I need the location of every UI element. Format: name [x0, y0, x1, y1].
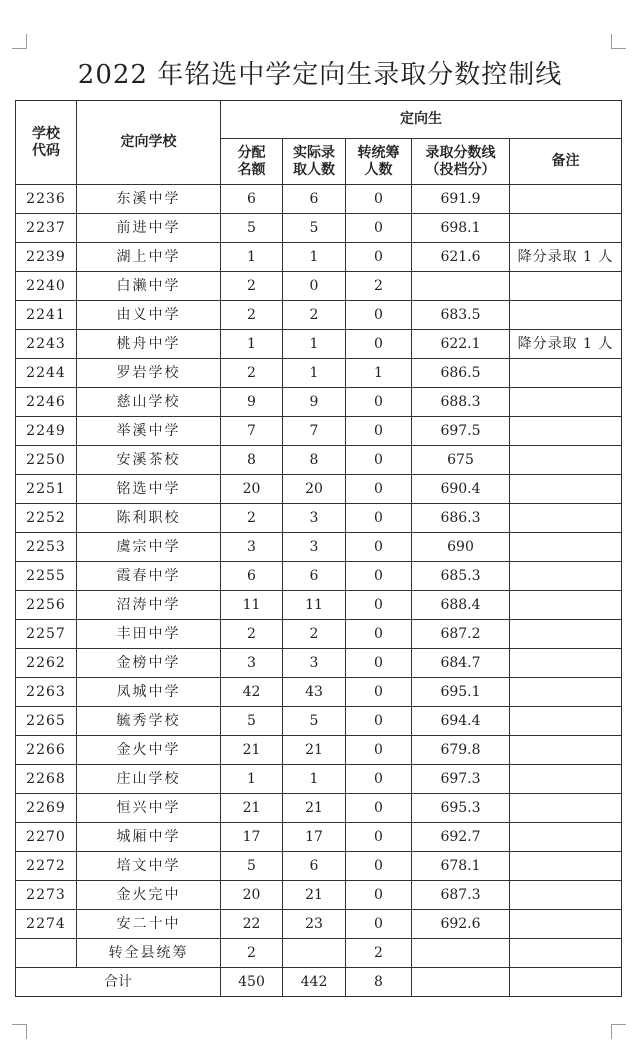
quota-cell: 2 — [221, 359, 283, 388]
table-row — [16, 852, 622, 881]
quota-cell: 1 — [221, 330, 283, 359]
header-transferred: 转统筹人数 — [346, 139, 412, 185]
table-row — [16, 185, 622, 214]
quota-cell: 3 — [221, 533, 283, 562]
transferred-cell: 0 — [346, 533, 412, 562]
code-cell: 2269 — [16, 794, 77, 823]
table-row — [16, 910, 622, 939]
table-row — [16, 243, 622, 272]
quota-cell: 17 — [221, 823, 283, 852]
code-cell: 2249 — [16, 417, 77, 446]
table-row — [16, 939, 622, 968]
transferred-cell: 0 — [346, 388, 412, 417]
note-cell — [510, 736, 622, 765]
school-cell: 慈山学校 — [77, 388, 221, 417]
note-cell — [510, 272, 622, 301]
transferred-cell: 0 — [346, 736, 412, 765]
transferred-cell: 0 — [346, 707, 412, 736]
table-row — [16, 533, 622, 562]
table-row — [16, 736, 622, 765]
score-cell: 675 — [412, 446, 510, 475]
code-cell: 2257 — [16, 620, 77, 649]
table-row — [16, 417, 622, 446]
table-row — [16, 678, 622, 707]
actual-cell: 3 — [283, 649, 346, 678]
table-row — [16, 707, 622, 736]
school-cell: 安二十中 — [77, 910, 221, 939]
header-school-code: 学校代码 — [16, 101, 77, 185]
code-cell: 2240 — [16, 272, 77, 301]
actual-cell: 1 — [283, 330, 346, 359]
score-cell: 690 — [412, 533, 510, 562]
note-cell — [510, 504, 622, 533]
school-cell: 庄山学校 — [77, 765, 221, 794]
transferred-cell: 2 — [346, 272, 412, 301]
quota-cell: 2 — [221, 939, 283, 968]
transferred-cell: 0 — [346, 620, 412, 649]
table-total-row — [16, 968, 622, 997]
transferred-cell: 0 — [346, 446, 412, 475]
transferred-cell: 0 — [346, 649, 412, 678]
table-row — [16, 794, 622, 823]
school-cell: 虞宗中学 — [77, 533, 221, 562]
score-cell: 678.1 — [412, 852, 510, 881]
note-cell — [510, 591, 622, 620]
code-cell: 2252 — [16, 504, 77, 533]
score-cell: 690.4 — [412, 475, 510, 504]
total-quota: 450 — [221, 968, 283, 997]
score-cell: 694.4 — [412, 707, 510, 736]
school-cell: 前进中学 — [77, 214, 221, 243]
score-cell: 698.1 — [412, 214, 510, 243]
note-cell — [510, 881, 622, 910]
code-cell: 2243 — [16, 330, 77, 359]
actual-cell: 0 — [283, 272, 346, 301]
quota-cell: 20 — [221, 881, 283, 910]
school-cell: 金火完中 — [77, 881, 221, 910]
actual-cell: 9 — [283, 388, 346, 417]
score-cell: 684.7 — [412, 649, 510, 678]
header-note: 备注 — [510, 139, 622, 185]
score-cell: 692.7 — [412, 823, 510, 852]
quota-cell: 2 — [221, 620, 283, 649]
school-cell: 培文中学 — [77, 852, 221, 881]
code-cell: 2256 — [16, 591, 77, 620]
score-cell: 621.6 — [412, 243, 510, 272]
school-cell: 金榜中学 — [77, 649, 221, 678]
score-cell: 692.6 — [412, 910, 510, 939]
quota-cell: 9 — [221, 388, 283, 417]
school-cell: 城厢中学 — [77, 823, 221, 852]
score-cell: 697.5 — [412, 417, 510, 446]
code-cell: 2253 — [16, 533, 77, 562]
school-cell: 湖上中学 — [77, 243, 221, 272]
transferred-cell: 1 — [346, 359, 412, 388]
table-row — [16, 591, 622, 620]
total-note-empty — [510, 968, 622, 997]
school-cell: 安溪茶校 — [77, 446, 221, 475]
table-row — [16, 620, 622, 649]
actual-cell: 1 — [283, 359, 346, 388]
quota-cell: 2 — [221, 301, 283, 330]
code-cell: 2274 — [16, 910, 77, 939]
crop-mark-bottom-left — [12, 1024, 27, 1039]
quota-cell: 8 — [221, 446, 283, 475]
note-cell — [510, 417, 622, 446]
code-cell: 2266 — [16, 736, 77, 765]
transferred-cell: 0 — [346, 417, 412, 446]
transferred-cell: 0 — [346, 823, 412, 852]
note-cell — [510, 910, 622, 939]
quota-cell: 6 — [221, 185, 283, 214]
table-row — [16, 446, 622, 475]
note-cell — [510, 185, 622, 214]
table-row — [16, 823, 622, 852]
table-row — [16, 272, 622, 301]
code-cell: 2244 — [16, 359, 77, 388]
actual-cell: 21 — [283, 736, 346, 765]
transferred-cell: 0 — [346, 475, 412, 504]
score-cell: 695.3 — [412, 794, 510, 823]
code-cell: 2236 — [16, 185, 77, 214]
quota-cell: 5 — [221, 852, 283, 881]
table-row — [16, 881, 622, 910]
actual-cell: 6 — [283, 562, 346, 591]
total-label: 合计 — [16, 968, 221, 997]
actual-cell: 6 — [283, 852, 346, 881]
code-cell: 2262 — [16, 649, 77, 678]
code-cell: 2251 — [16, 475, 77, 504]
crop-mark-top-left — [12, 34, 27, 49]
actual-cell: 23 — [283, 910, 346, 939]
school-cell: 丰田中学 — [77, 620, 221, 649]
transferred-cell: 0 — [346, 591, 412, 620]
actual-cell: 43 — [283, 678, 346, 707]
score-cell: 691.9 — [412, 185, 510, 214]
quota-cell: 1 — [221, 243, 283, 272]
transferred-cell: 2 — [346, 939, 412, 968]
transferred-cell: 0 — [346, 881, 412, 910]
code-cell: 2237 — [16, 214, 77, 243]
quota-cell: 22 — [221, 910, 283, 939]
school-cell: 转全县统筹 — [77, 939, 221, 968]
note-cell: 降分录取 1 人 — [510, 330, 622, 359]
quota-cell: 3 — [221, 649, 283, 678]
quota-cell: 21 — [221, 736, 283, 765]
school-cell: 凤城中学 — [77, 678, 221, 707]
quota-cell: 21 — [221, 794, 283, 823]
actual-cell: 5 — [283, 214, 346, 243]
note-cell — [510, 359, 622, 388]
code-cell: 2265 — [16, 707, 77, 736]
transferred-cell: 0 — [346, 562, 412, 591]
score-cell: 695.1 — [412, 678, 510, 707]
actual-cell: 1 — [283, 243, 346, 272]
score-cell: 686.3 — [412, 504, 510, 533]
school-cell: 霞春中学 — [77, 562, 221, 591]
table-row — [16, 765, 622, 794]
crop-mark-top-right — [611, 34, 626, 49]
actual-cell: 17 — [283, 823, 346, 852]
transferred-cell: 0 — [346, 185, 412, 214]
note-cell: 降分录取 1 人 — [510, 243, 622, 272]
code-cell: 2246 — [16, 388, 77, 417]
table-row — [16, 301, 622, 330]
transferred-cell: 0 — [346, 243, 412, 272]
score-cell: 685.3 — [412, 562, 510, 591]
score-cell: 697.3 — [412, 765, 510, 794]
quota-cell: 2 — [221, 272, 283, 301]
score-cell — [412, 939, 510, 968]
transferred-cell: 0 — [346, 678, 412, 707]
note-cell — [510, 678, 622, 707]
actual-cell: 3 — [283, 504, 346, 533]
table-row — [16, 214, 622, 243]
quota-cell: 11 — [221, 591, 283, 620]
note-cell — [510, 562, 622, 591]
actual-cell: 11 — [283, 591, 346, 620]
school-cell: 桃舟中学 — [77, 330, 221, 359]
actual-cell: 2 — [283, 301, 346, 330]
total-score-empty — [412, 968, 510, 997]
note-cell — [510, 939, 622, 968]
code-cell: 2272 — [16, 852, 77, 881]
code-cell: 2268 — [16, 765, 77, 794]
code-cell: 2270 — [16, 823, 77, 852]
school-cell: 东溪中学 — [77, 185, 221, 214]
total-transferred: 8 — [346, 968, 412, 997]
transferred-cell: 0 — [346, 301, 412, 330]
note-cell — [510, 475, 622, 504]
note-cell — [510, 707, 622, 736]
transferred-cell: 0 — [346, 504, 412, 533]
note-cell — [510, 446, 622, 475]
table-row — [16, 330, 622, 359]
transferred-cell: 0 — [346, 330, 412, 359]
table-row — [16, 562, 622, 591]
table-row — [16, 504, 622, 533]
score-cell: 688.3 — [412, 388, 510, 417]
note-cell — [510, 388, 622, 417]
header-actual: 实际录取人数 — [283, 139, 346, 185]
table-row — [16, 388, 622, 417]
transferred-cell: 0 — [346, 765, 412, 794]
school-cell: 毓秀学校 — [77, 707, 221, 736]
document-title: 2022 年铭选中学定向生录取分数控制线 — [77, 60, 563, 90]
table-row — [16, 649, 622, 678]
quota-cell: 5 — [221, 214, 283, 243]
quota-cell: 2 — [221, 504, 283, 533]
header-school: 定向学校 — [77, 101, 221, 185]
note-cell — [510, 765, 622, 794]
code-cell — [16, 939, 77, 968]
note-cell — [510, 823, 622, 852]
score-cell: 687.2 — [412, 620, 510, 649]
note-cell — [510, 214, 622, 243]
school-cell: 铭选中学 — [77, 475, 221, 504]
note-cell — [510, 794, 622, 823]
admission-score-table — [15, 100, 622, 997]
header-score: 录取分数线（投档分） — [412, 139, 510, 185]
quota-cell: 1 — [221, 765, 283, 794]
table-body — [16, 185, 622, 997]
crop-mark-bottom-right — [611, 1024, 626, 1039]
actual-cell: 6 — [283, 185, 346, 214]
quota-cell: 7 — [221, 417, 283, 446]
code-cell: 2239 — [16, 243, 77, 272]
actual-cell: 1 — [283, 765, 346, 794]
school-cell: 举溪中学 — [77, 417, 221, 446]
table-row — [16, 475, 622, 504]
school-cell: 由义中学 — [77, 301, 221, 330]
actual-cell: 20 — [283, 475, 346, 504]
note-cell — [510, 649, 622, 678]
school-cell: 金火中学 — [77, 736, 221, 765]
quota-cell: 20 — [221, 475, 283, 504]
score-cell: 622.1 — [412, 330, 510, 359]
score-cell: 688.4 — [412, 591, 510, 620]
actual-cell: 21 — [283, 794, 346, 823]
note-cell — [510, 620, 622, 649]
header-group: 定向生 — [221, 101, 622, 139]
table-row — [16, 359, 622, 388]
code-cell: 2250 — [16, 446, 77, 475]
score-cell: 679.8 — [412, 736, 510, 765]
actual-cell: 8 — [283, 446, 346, 475]
score-cell: 683.5 — [412, 301, 510, 330]
note-cell — [510, 533, 622, 562]
note-cell — [510, 301, 622, 330]
note-cell — [510, 852, 622, 881]
actual-cell: 2 — [283, 620, 346, 649]
code-cell: 2255 — [16, 562, 77, 591]
score-cell: 687.3 — [412, 881, 510, 910]
transferred-cell: 0 — [346, 910, 412, 939]
transferred-cell: 0 — [346, 852, 412, 881]
school-cell: 罗岩学校 — [77, 359, 221, 388]
actual-cell: 21 — [283, 881, 346, 910]
score-cell — [412, 272, 510, 301]
school-cell: 沼涛中学 — [77, 591, 221, 620]
actual-cell: 3 — [283, 533, 346, 562]
actual-cell: 7 — [283, 417, 346, 446]
quota-cell: 6 — [221, 562, 283, 591]
header-quota: 分配名额 — [221, 139, 283, 185]
code-cell: 2241 — [16, 301, 77, 330]
school-cell: 白濑中学 — [77, 272, 221, 301]
code-cell: 2273 — [16, 881, 77, 910]
quota-cell: 5 — [221, 707, 283, 736]
transferred-cell: 0 — [346, 214, 412, 243]
score-cell: 686.5 — [412, 359, 510, 388]
transferred-cell: 0 — [346, 794, 412, 823]
total-actual: 442 — [283, 968, 346, 997]
quota-cell: 42 — [221, 678, 283, 707]
actual-cell — [283, 939, 346, 968]
school-cell: 恒兴中学 — [77, 794, 221, 823]
code-cell: 2263 — [16, 678, 77, 707]
school-cell: 陈利职校 — [77, 504, 221, 533]
actual-cell: 5 — [283, 707, 346, 736]
